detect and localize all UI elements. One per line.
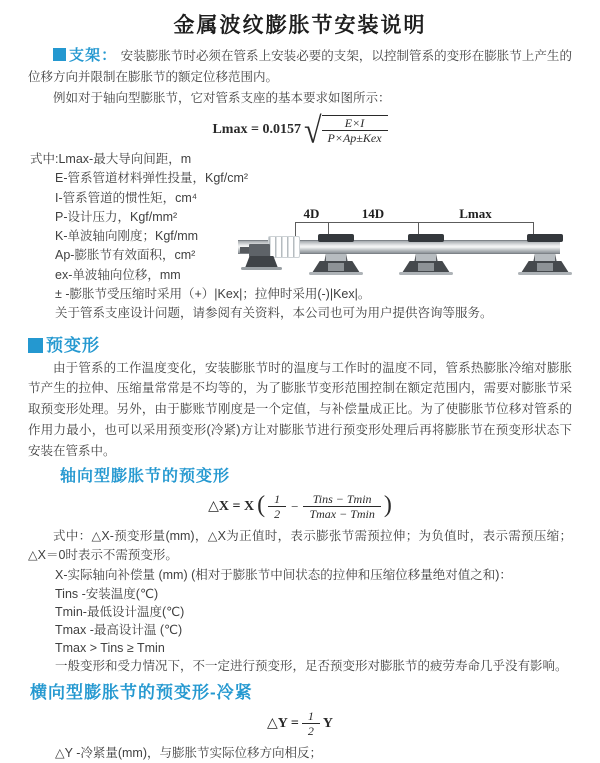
fraction-numerator: 1 [302, 709, 320, 724]
formula-lmax-lhs: Lmax = 0.0157 [212, 122, 301, 137]
formula-lmax-fraction [322, 115, 388, 145]
minus-operator: − [291, 498, 299, 514]
pipe-support-diagram [238, 206, 574, 298]
formula-delta-y [0, 706, 600, 742]
dimension-line [295, 222, 533, 223]
axial-note-line: Tmin-最低设计温度(℃) [55, 604, 185, 619]
fraction-denominator: Tmax − Tmin [309, 507, 375, 522]
document-page [0, 12, 600, 760]
delta-x-explanation: 式中：△X-预变形量(mm)，△X为正值时，表示膨张节需预拉伸；为负值时，表示需预压缩；△X＝0时表示不需预变形。 [28, 528, 572, 563]
fraction-numerator: 1 [268, 492, 286, 507]
formula-temperature-fraction [303, 492, 380, 521]
section-heading-support [53, 47, 117, 64]
predeform-paragraph: 由于管系的工作温度变化，安装膨胀节时的温度与工作时的温度不同，管系热膨胀冷缩对膨胀节产生的拉伸、压缩量常常是不均等的，为了膨胀节变形范围控制在额定范围内，需要对膨胀节采取预变形处理。另外，由于膨账节刚度是一个定值，与补偿量成正比。为了使膨胀节位移对管系的作用力最小，也可以采用预变形(冷紧)方让对膨胀节进行预变形处理后再将膨胀节在预变形状态下安装在管系中。 [28, 360, 572, 458]
square-root-icon: √ [303, 109, 322, 151]
section-marker-icon [53, 48, 66, 61]
section-marker-icon [28, 338, 43, 353]
fraction-denominator: 2 [307, 724, 314, 739]
formula-delta-y-rhs: Y [322, 715, 333, 731]
lateral-predeform-heading: 横向型膨胀节的预变形-冷紧 [30, 682, 253, 702]
guide-plate [518, 272, 572, 275]
guide-cap [527, 234, 563, 242]
dim-label-4d: 4D [303, 206, 320, 221]
definition-item: 关于管系支座设计问题，请参阅有关资料，本公司也可为用户提供咨询等服务。 [55, 306, 493, 321]
support-heading-label: 支架： [69, 47, 118, 64]
definition-item: ± -膨胀节受压缩时采用（+）|Kex|；拉伸时采用(-)|Kex|。 [55, 287, 371, 302]
definition-item: P-设计压力，Kgf/mm² [55, 209, 178, 224]
anchor-plate [241, 267, 282, 270]
predeform-heading-label: 预变形 [46, 335, 100, 355]
dim-label-lmax: Lmax [459, 206, 492, 221]
guide-cap [318, 234, 354, 242]
formula-lmax-numerator: E×I [322, 116, 388, 131]
support-intro-paragraph [28, 45, 572, 88]
axial-predeform-heading: 轴向型膨胀节的预变形 [60, 467, 231, 485]
guide-support-icon [399, 234, 453, 278]
formula-delta-x-lhs: △X = X [208, 499, 255, 515]
anchor-body [249, 244, 270, 257]
formula-half-fraction [268, 492, 286, 521]
fraction-denominator: 2 [274, 507, 281, 522]
definition-item: E-管系管道材料弹性投量，Kgf/cm² [55, 171, 249, 186]
definition-item: Ap-膨胀节有效面积，cm² [55, 248, 196, 263]
guide-plate [399, 272, 453, 275]
definition-item: K-单波轴向刚度；Kgf/mm [55, 229, 199, 244]
formula-delta-y-lhs: △Y = [267, 716, 299, 732]
delta-y-note: △Y -冷紧量(mm)，与膨胀节实际位移方向相反； [55, 745, 323, 760]
axial-note-line: Tins -安装温度(℃) [55, 586, 159, 601]
formula-delta-x [0, 489, 600, 525]
axial-note-line: Tmax -最高设计温 (℃) [55, 622, 183, 637]
fraction-numerator: Tins − Tmin [303, 492, 380, 507]
guide-support-icon [309, 234, 363, 278]
guide-support-icon [518, 234, 572, 278]
formula-lmax [0, 109, 600, 151]
axial-note-line: 一般变形和受力情况下，不一定进行预变形，足否预变形对膨胀节的疲劳寿命几乎没有影响。 [55, 658, 568, 673]
anchor-support-icon [240, 242, 286, 272]
close-paren: ) [383, 492, 392, 519]
formula-lmax-denominator: P×Ap±Kex [327, 131, 382, 145]
definition-item: 式中:Lmax-最大导向间距，m [30, 152, 192, 166]
section-heading-predeform [28, 331, 600, 356]
open-paren: ( [257, 492, 266, 519]
support-intro-text: 安装膨胀节时必须在管系上安装必要的支架，以控制管系的变形在膨胀节上产生的位移方向并限制在膨胀节的额定位移范围内。 [28, 49, 572, 84]
dim-label-14d: 14D [361, 206, 385, 221]
support-example-line: 例如对于轴向型膨胀节，它对管系支座的基本要求如图所示： [53, 91, 391, 105]
formula-half-fraction [302, 709, 320, 738]
axial-note-line: Tmax > Tins ≥ Tmin [55, 640, 165, 655]
guide-plate [309, 272, 363, 275]
definition-item: ex-单波轴向位移，mm [55, 267, 181, 282]
axial-note-line: X-实际轴向补偿量 (mm) (相对于膨胀节中间状态的拉伸和压缩位移量绝对值之和)： [55, 567, 512, 582]
definition-item: I-管系管道的惯性矩，cm⁴ [55, 190, 198, 205]
page-title: 金属波纹膨胀节安装说明 [173, 14, 427, 37]
guide-cap [408, 234, 444, 242]
